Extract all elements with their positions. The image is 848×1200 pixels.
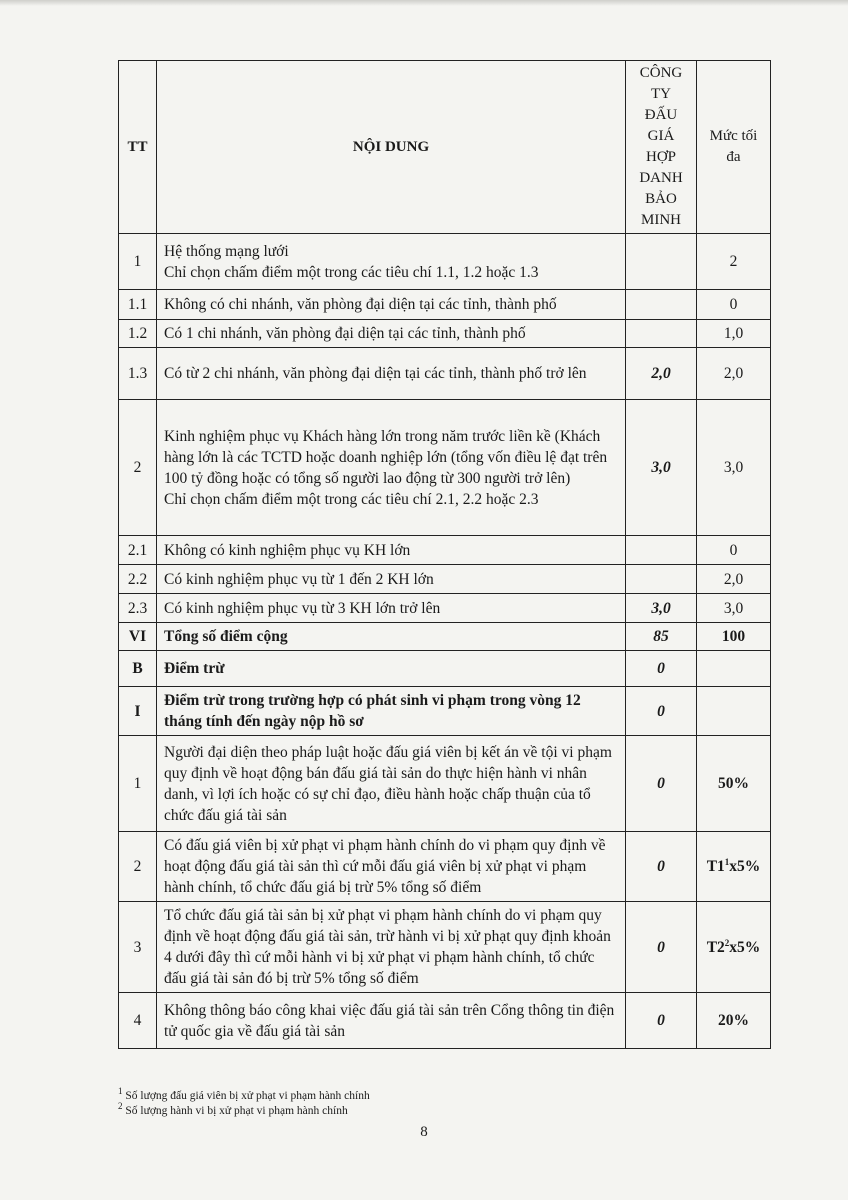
row-max-score: 3,0: [697, 400, 771, 536]
row-content-line: Chỉ chọn chấm điểm một trong các tiêu chí 2.1, 2.2 hoặc 2.3: [164, 490, 539, 508]
row-company-score: 0: [626, 993, 697, 1049]
row-company-score: 0: [626, 902, 697, 993]
max-formula-prefix: T2: [706, 938, 725, 956]
company-header-line: ĐẤU: [644, 107, 678, 123]
row-max-score: 3,0: [697, 594, 771, 623]
footnote-2: $^2$ Số lượng hành vi bị xử phạt vi phạm hành chính: [118, 1101, 348, 1117]
row-max-score: [697, 832, 771, 902]
page-number: 8: [420, 1124, 428, 1140]
row-tt: 1.3: [119, 348, 157, 400]
company-header-line: DANH: [639, 170, 683, 186]
row-company-score: 3,0: [626, 400, 697, 536]
footnotes: [118, 1086, 758, 1119]
row-content: [157, 348, 626, 400]
row-content: [157, 290, 626, 320]
row-max-score: [697, 651, 771, 687]
row-max-score: 0: [697, 536, 771, 565]
row-company-score: 0: [626, 687, 697, 736]
row-max-score: [697, 902, 771, 993]
row-content: [157, 993, 626, 1049]
table-header-row: [119, 61, 771, 234]
table-row: [119, 594, 771, 623]
row-content-line: Điểm trừ trong trường hợp có phát sinh vi phạm trong vòng 12 tháng tính đến ngày nộp hồ sơ: [164, 692, 581, 730]
row-company-score: 0: [626, 651, 697, 687]
company-header-line: MINH: [641, 212, 681, 228]
max-formula-suffix: x5%: [729, 938, 761, 956]
row-tt: I: [119, 687, 157, 736]
table-row: [119, 400, 771, 536]
row-content-line: Hệ thống mạng lưới: [164, 242, 289, 260]
row-content-line: Có kinh nghiệm phục vụ từ 1 đến 2 KH lớn: [164, 570, 434, 588]
row-content-line: Kinh nghiệm phục vụ Khách hàng lớn trong năm trước liền kề (Khách hàng lớn là các TCTD hoặc doanh nghiệp lớn (tổng vốn điều lệ đạt trên 100 tỷ đồng hoặc có tổng số người lao động từ 300 người trở lên): [164, 427, 608, 487]
row-tt: 2: [119, 400, 157, 536]
row-tt: 1.2: [119, 320, 157, 348]
table-row: [119, 565, 771, 594]
table-row: [119, 902, 771, 993]
row-tt: 3: [119, 902, 157, 993]
scoring-table: [118, 60, 771, 1049]
row-content: [157, 594, 626, 623]
row-content: [157, 736, 626, 832]
row-max-score: 1,0: [697, 320, 771, 348]
row-content: [157, 902, 626, 993]
row-content-line: Không thông báo công khai việc đấu giá tài sản trên Cổng thông tin điện tử quốc gia về đấu giá tài sản: [164, 1001, 615, 1040]
table-row: [119, 536, 771, 565]
row-max-score: 20%: [697, 993, 771, 1049]
table-row: [119, 290, 771, 320]
table-row: [119, 348, 771, 400]
row-tt: VI: [119, 623, 157, 651]
footnote-1: $^1$ Số lượng đấu giá viên bị xử phạt vi phạm hành chính: [118, 1086, 370, 1102]
row-content: [157, 320, 626, 348]
row-content: [157, 400, 626, 536]
row-company-score: [626, 290, 697, 320]
row-content: [157, 832, 626, 902]
row-tt: 2.3: [119, 594, 157, 623]
table-row: [119, 736, 771, 832]
row-content-line: Không có chi nhánh, văn phòng đại diện tại các tỉnh, thành phố: [164, 296, 557, 313]
company-header-line: GIÁ: [647, 128, 675, 144]
row-content-line: Điểm trừ: [164, 660, 225, 677]
row-company-score: 2,0: [626, 348, 697, 400]
table-row: [119, 651, 771, 687]
row-content-line: Có đấu giá viên bị xử phạt vi phạm hành chính do vi phạm quy định về hoạt động đấu giá tài sản thì cứ mỗi đấu giá viên bị xử phạt vi phạm hành chính, tổ chức đấu giá bị trừ 5% tổng số điểm: [164, 837, 606, 896]
company-header-line: CÔNG: [639, 65, 683, 81]
max-formula-footnote-mark: 2: [724, 937, 730, 948]
max-formula-suffix: x5%: [729, 858, 761, 875]
header-company: [626, 61, 697, 234]
max-formula-footnote-mark: 1: [724, 856, 730, 867]
table-row: [119, 234, 771, 290]
row-company-score: [626, 565, 697, 594]
company-header-line: HỢP: [645, 149, 676, 165]
row-content-line: Người đại diện theo pháp luật hoặc đấu giá viên bị kết án về tội vi phạm quy định về hoạt động bán đấu giá tài sản do thực hiện hành vi nhân danh, vì lợi ích hoặc có sự chỉ đạo, điều hành hoặc chấp thuận của tổ chức đấu giá tài sản: [164, 743, 612, 824]
row-content-line: Không có kinh nghiệm phục vụ KH lớn: [164, 541, 411, 559]
row-max-score: 2,0: [697, 348, 771, 400]
row-content-line: Tổ chức đấu giá tài sản bị xử phạt vi phạm hành chính do vi phạm quy định về hoạt động đấu giá tài sản, trừ hành vi bị xử phạt quy định khoản 4 dưới đây thì cứ mỗi hành vi bị xử phạt vi phạm hành chính, tổ chức đấu giá tài sản đó bị trừ 5% tổng số điểm: [164, 907, 611, 987]
table-row: [119, 320, 771, 348]
row-company-score: 0: [626, 832, 697, 902]
row-content: [157, 687, 626, 736]
row-max-score: 0: [697, 290, 771, 320]
row-content: [157, 651, 626, 687]
row-content-line: Chỉ chọn chấm điểm một trong các tiêu chí 1.1, 1.2 hoặc 1.3: [164, 263, 539, 281]
row-max-score: [697, 687, 771, 736]
row-max-score: 2: [697, 234, 771, 290]
row-company-score: [626, 234, 697, 290]
company-header-line: BẢO: [645, 191, 677, 207]
max-formula-prefix: T1: [706, 858, 725, 875]
row-content-line: Có từ 2 chi nhánh, văn phòng đại diện tại các tỉnh, thành phố trở lên: [164, 365, 587, 382]
row-max-score: 50%: [697, 736, 771, 832]
row-tt: B: [119, 651, 157, 687]
row-tt: 1: [119, 736, 157, 832]
row-company-score: 3,0: [626, 594, 697, 623]
row-max-score: 2,0: [697, 565, 771, 594]
table-row: [119, 623, 771, 651]
max-header-line: đa: [726, 149, 741, 165]
row-content-line: Có kinh nghiệm phục vụ từ 3 KH lớn trở lên: [164, 599, 441, 617]
company-header-line: TY: [651, 86, 671, 102]
row-content-line: Tổng số điểm cộng: [164, 628, 288, 645]
page-edge: [0, 0, 848, 6]
header-max: [697, 61, 771, 234]
table-row: [119, 832, 771, 902]
row-content: [157, 565, 626, 594]
row-company-score: 85: [626, 623, 697, 651]
row-max-score: 100: [697, 623, 771, 651]
row-tt: 2.2: [119, 565, 157, 594]
row-tt: 2: [119, 832, 157, 902]
row-tt: 4: [119, 993, 157, 1049]
row-tt: 1.1: [119, 290, 157, 320]
row-content: [157, 536, 626, 565]
row-tt: 1: [119, 234, 157, 290]
max-header-line: Mức tối: [709, 128, 758, 144]
row-content-line: Có 1 chi nhánh, văn phòng đại diện tại các tỉnh, thành phố: [164, 325, 526, 342]
row-company-score: [626, 320, 697, 348]
table-row: [119, 687, 771, 736]
table-row: [119, 993, 771, 1049]
header-content: NỘI DUNG: [157, 61, 626, 234]
row-company-score: [626, 536, 697, 565]
header-tt: TT: [119, 61, 157, 234]
row-company-score: 0: [626, 736, 697, 832]
row-content: [157, 234, 626, 290]
row-tt: 2.1: [119, 536, 157, 565]
row-content: [157, 623, 626, 651]
